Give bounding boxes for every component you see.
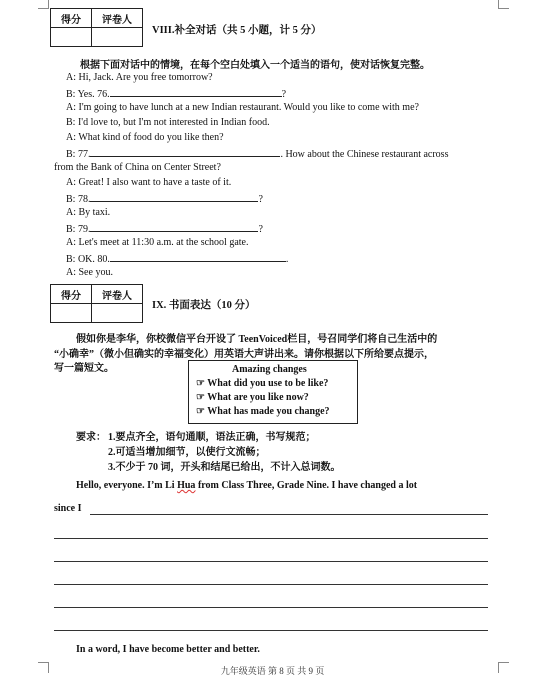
hint-item-1: [196, 378, 328, 389]
opening-name: Hua: [177, 480, 196, 491]
prompt-line-3: 写一篇短文。: [54, 363, 114, 374]
prompt-line-1: 假如你是李华，你校微信平台开设了 TeenVoiced栏目，号召同学们将自己生活中的: [76, 334, 438, 345]
answer-79-blank[interactable]: [90, 222, 258, 232]
section8-instruction: 根据下面对话中的情境，在每个空白处填入一个适当的语句，使对话恢复完整。: [80, 60, 430, 71]
requirement-2: 2.可适当增加细节，以使行文流畅；: [108, 447, 266, 458]
score-label: 得分: [51, 285, 92, 304]
writing-line-3[interactable]: [54, 561, 488, 562]
essay-opening-cont: since I: [54, 503, 82, 514]
requirement-1: 1.要点齐全，语句通顺，语法正确，书写规范；: [108, 432, 316, 443]
answer-80-blank[interactable]: [110, 252, 286, 262]
opening-text: from Class Three, Grade Nine. I have changed a lot: [195, 480, 418, 491]
writing-line-2[interactable]: [54, 538, 488, 539]
punct: ?: [258, 194, 263, 205]
dialogue-line-7: A: Great! I also want to have a taste of it.: [66, 177, 232, 188]
pointing-hand-icon: ☞: [196, 406, 208, 417]
dialogue-line-6: [66, 147, 448, 160]
score-cell[interactable]: [51, 28, 92, 47]
writing-line-4[interactable]: [54, 584, 488, 585]
answer-77-blank[interactable]: [90, 147, 280, 157]
dialogue-line-5: A: What kind of food do you like then?: [66, 132, 224, 143]
essay-closing: In a word, I have become better and better.: [76, 644, 260, 655]
score-label: 得分: [51, 9, 92, 28]
writing-line-1[interactable]: [90, 514, 488, 515]
punct: .: [285, 254, 289, 265]
requirement-3: 3.不少于 70 词，开头和结尾已给出，不计入总词数。: [108, 462, 341, 473]
hint-box-title: Amazing changes: [232, 364, 307, 375]
essay-opening: [76, 480, 417, 491]
dialogue-line-3: A: I'm going to have lunch at a new Indian restaurant. Would you like to come with me?: [66, 102, 419, 113]
question-78-label: B: 78.: [66, 194, 91, 205]
grader-label: 评卷人: [92, 285, 143, 304]
writing-line-6[interactable]: [54, 630, 488, 631]
score-cell[interactable]: [51, 304, 92, 323]
prompt-line-2: “小确幸”（微小但确实的幸福变化）用英语大声讲出来。请你根据以下所给要点提示，: [54, 349, 434, 360]
hint-text: What are you like now?: [207, 392, 309, 403]
line-text: . How about the Chinese restaurant across: [280, 149, 449, 160]
section9-title: IX. 书面表达（10 分）: [152, 300, 256, 311]
opening-text: Hello, everyone. I’m Li: [76, 480, 178, 491]
dialogue-line-2: [66, 87, 286, 100]
section8-title: VIII.补全对话（共 5 小题，计 5 分）: [152, 25, 322, 36]
punct: ?: [258, 224, 263, 235]
dialogue-line-12: [66, 252, 288, 265]
hint-item-3: [196, 406, 330, 417]
dialogue-line-13: A: See you.: [66, 267, 113, 278]
dialogue-line-11: A: Let's meet at 11:30 a.m. at the school gate.: [66, 237, 249, 248]
dialogue-line-10: [66, 222, 263, 235]
dialogue-line-8: [66, 192, 263, 205]
score-table-section8: [50, 8, 143, 47]
corner-mark-top-right: [498, 0, 509, 9]
grader-cell[interactable]: [92, 28, 143, 47]
hint-text: What did you use to be like?: [207, 378, 329, 389]
dialogue-line-4: B: I'd love to, but I'm not interested in Indian food.: [66, 117, 270, 128]
corner-mark-top-left: [38, 0, 49, 9]
question-77-label: B: 77.: [66, 149, 91, 160]
question-76-label: B: Yes. 76.: [66, 89, 110, 100]
requirements-label: 要求：: [76, 432, 106, 443]
pointing-hand-icon: ☞: [196, 392, 208, 403]
dialogue-line-1: A: Hi, Jack. Are you free tomorrow?: [66, 72, 213, 83]
dialogue-line-9: A: By taxi.: [66, 207, 111, 218]
hint-text: What has made you change?: [207, 406, 330, 417]
score-table-section9: [50, 284, 143, 323]
pointing-hand-icon: ☞: [196, 378, 208, 389]
punct: ?: [281, 89, 287, 100]
dialogue-line-6-cont: from the Bank of China on Center Street?: [54, 162, 221, 173]
page-footer: 九年级英语 第 8 页 共 9 页: [220, 666, 325, 676]
question-80-label: B: OK. 80.: [66, 254, 110, 265]
hint-item-2: [196, 392, 309, 403]
grader-label: 评卷人: [92, 9, 143, 28]
answer-78-blank[interactable]: [90, 192, 258, 202]
grader-cell[interactable]: [92, 304, 143, 323]
answer-76-blank[interactable]: [110, 87, 282, 97]
writing-line-5[interactable]: [54, 607, 488, 608]
question-79-label: B: 79.: [66, 224, 91, 235]
